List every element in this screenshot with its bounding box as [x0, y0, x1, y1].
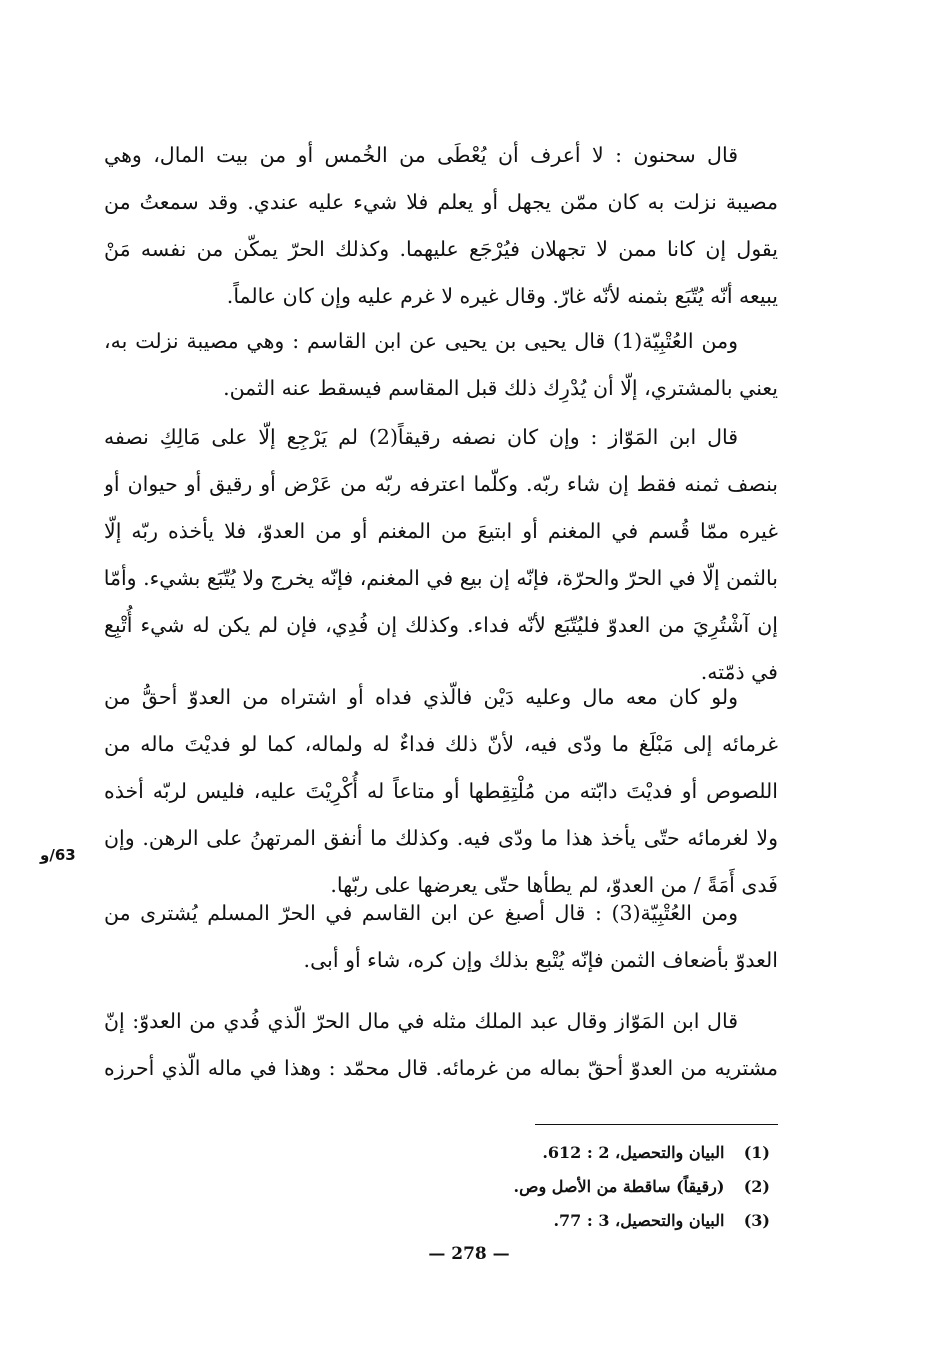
- footnotes: [400, 1136, 770, 1238]
- footnote: [400, 1204, 770, 1238]
- paragraph-3: [104, 414, 778, 696]
- text-line: في ذمّته.: [700, 660, 778, 684]
- paragraph-6: [104, 998, 778, 1092]
- margin-folio-note: 63/و: [40, 846, 76, 864]
- text-line: يقول إن كانا ممن لا تجهلان فيُرْجَع عليهما. وكذلك الحرّ يمكّن من نفسه مَنْ: [104, 237, 778, 261]
- footnote-text: (رقيقاً) ساقطة من الأصل وص.: [513, 1177, 725, 1196]
- paragraph-1: [104, 132, 778, 320]
- text-line: ومن العُتْبِيّة(3) : قال أصبغ عن ابن القاسم في الحرّ المسلم يُشترى من: [104, 901, 738, 925]
- text-line: ولو كان معه مال وعليه دَيْن فالّذي فداه أو اشتراه من العدوّ أحقُّ من: [104, 685, 738, 709]
- footnote-separator: [535, 1124, 778, 1125]
- paragraph-2: [104, 318, 778, 412]
- text-line: فَدى أَمَةً / من العدوّ، لم يطأها حتّى يعرضها على ربّها.: [330, 873, 778, 897]
- text-line: قال سحنون : لا أعرف أن يُعْطَى من الخُمس أو من بيت المال، وهي: [104, 143, 738, 167]
- text-line: بالثمن إلّا في الحرّ والحرّة، فإنّه إن بيع في المغنم، فإنّه يخرج ولا يُتّبَع بشيء. وأمّا: [104, 566, 778, 590]
- text-line: مشتريه من العدوّ أحقّ بماله من غرمائه. قال محمّد : وهذا في ماله الّذي أحرزه: [104, 1056, 778, 1080]
- text-line: العدوّ بأضعاف الثمن فإنّه يُتْبع بذلك وإن كره، شاء أو أبى.: [303, 948, 778, 972]
- text-line: غيره ممّا قُسم في المغنم أو ابتيعَ من المغنم أو من العدوّ، فلا يأخذه ربّه إلّا: [104, 519, 778, 543]
- footnote-text: البيان والتحصيل، 2 : 612.: [542, 1143, 725, 1162]
- text-line: اللصوص أو فديْتَ دابّته من مُلْتِقِطها أو متاعاً له أُكْرِيْتَ عليه، فليس لربّه أخذه: [104, 779, 778, 803]
- footnote-text: البيان والتحصيل، 3 : 77.: [553, 1211, 725, 1230]
- paragraph-4: [104, 674, 778, 909]
- text-line: إن آشْتُرِيَ من العدوّ فليُتّبَع لأنّه فداء. وكذلك إن فُدِي، فإن لم يكن له شيء أُتْبِع: [104, 613, 778, 637]
- text-line: غرمائه إلى مَبْلَغ ما ودّى فيه، لأنّ ذلك فداءٌ له ولماله، كما لو فديْتَ ماله من: [104, 732, 778, 756]
- text-line: ولا لغرمائه حتّى يأخذ هذا ما ودّى فيه. وكذلك ما أنفق المرتهنُ على الرهن. وإن: [104, 826, 778, 850]
- footnote-number: (1): [743, 1143, 770, 1162]
- paragraph-5: [104, 890, 778, 984]
- text-line: قال ابن المَوّاز : وإن كان نصفه رقيقاً(2) لم يَرْجِع إلّا على مَالِكِ نصفه: [104, 425, 739, 449]
- footnote-number: (3): [743, 1211, 770, 1230]
- text-line: بنصف ثمنه فقط إن شاء ربّه. وكلّما اعترفه ربّه من عَرْض أو رقيق أو حيوان أو: [104, 472, 778, 496]
- page-number: — 278 —: [428, 1244, 510, 1264]
- text-line: يعني بالمشتري، إلّا أن يُدْرِك ذلك قبل المقاسم فيسقط عنه الثمن.: [223, 376, 778, 400]
- text-line: يبيعه أنّه يُتّبَع بثمنه لأنّه غارّ. وقال غيره لا غرم عليه وإن كان عالماً.: [226, 284, 778, 308]
- footnote: [400, 1170, 770, 1204]
- text-line: قال ابن المَوّاز وقال عبد الملك مثله في مال الحرّ الّذي فُدي من العدوّ: إنّ: [104, 1009, 738, 1033]
- text-line: مصيبة نزلت به كان ممّن يجهل أو يعلم فلا شيء عليه عندي. وقد سمعتُ من: [104, 190, 778, 214]
- text-line: ومن العُتْبِيّة(1) قال يحيى بن يحيى عن ابن القاسم : وهي مصيبة نزلت به،: [104, 329, 738, 353]
- footnote-number: (2): [743, 1177, 770, 1196]
- footnote: [400, 1136, 770, 1170]
